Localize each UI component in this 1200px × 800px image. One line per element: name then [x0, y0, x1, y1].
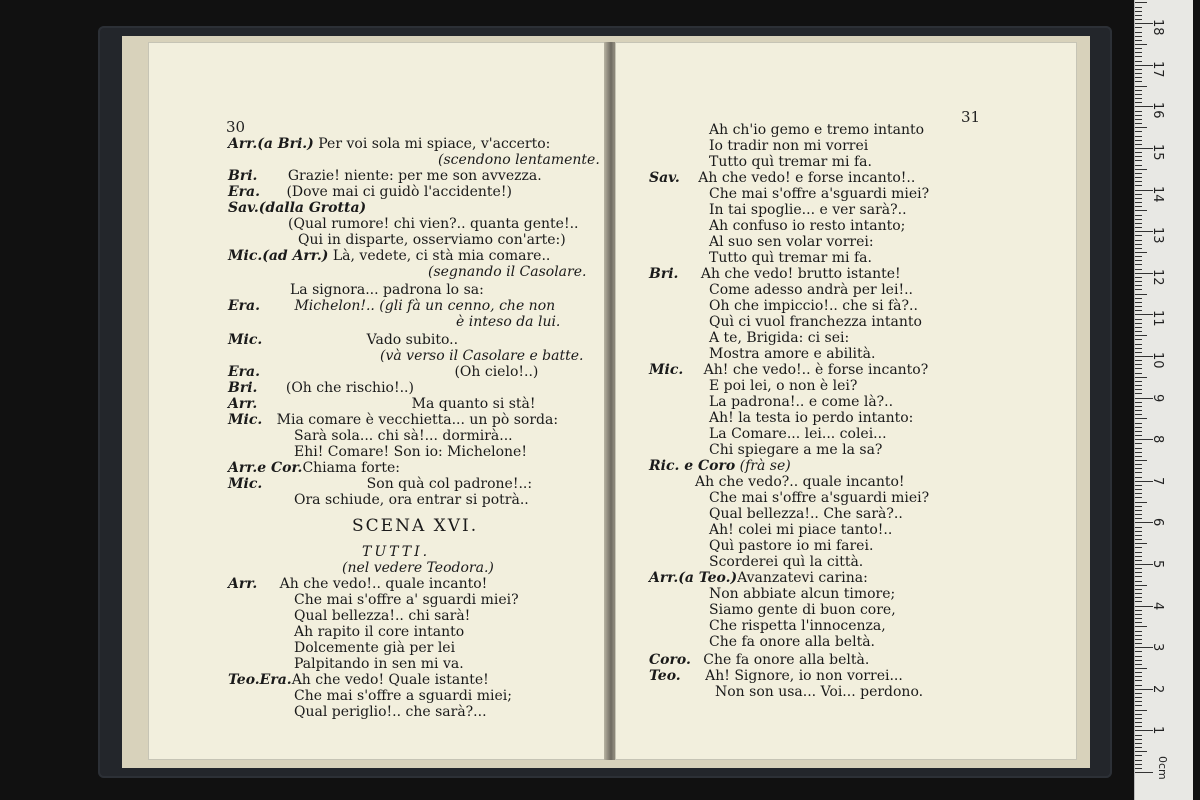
- ruler-tick: [1135, 227, 1142, 228]
- ruler-tick: [1135, 81, 1142, 82]
- ruler-tick: [1135, 119, 1142, 120]
- ruler-tick: [1135, 15, 1142, 16]
- text-line: In tai spoglie... e ver sarà?..: [709, 202, 907, 218]
- ruler-tick: [1135, 739, 1142, 740]
- ruler-number: 1: [1150, 726, 1165, 735]
- text-line: Sarà sola... chi sà!... dormirà...: [294, 428, 513, 444]
- ruler-number: 8: [1150, 435, 1165, 444]
- ruler-tick: [1135, 643, 1142, 644]
- text-line: Che mai s'offre a'sguardi miei?: [709, 186, 930, 202]
- text-line: Quì ci vuol franchezza intanto: [709, 314, 922, 330]
- ruler-tick: [1135, 622, 1142, 623]
- ruler-tick: [1135, 431, 1142, 432]
- text-line: Dolcemente già per lei: [294, 640, 456, 656]
- ruler-tick: [1135, 701, 1142, 702]
- ruler-tick: [1135, 86, 1147, 87]
- ruler-tick: [1135, 714, 1142, 715]
- ruler-tick: [1135, 310, 1142, 311]
- ruler-tick: [1135, 560, 1142, 561]
- ruler-tick: [1135, 177, 1142, 178]
- ruler-tick: [1135, 410, 1142, 411]
- stage-direction: (scendono lentamente.: [438, 152, 600, 168]
- ruler-tick: [1135, 760, 1142, 761]
- ruler-tick: [1135, 472, 1142, 473]
- ruler-tick: [1135, 514, 1142, 515]
- ruler-tick: [1135, 535, 1142, 536]
- stage-direction: (nel vedere Teodora.): [342, 560, 494, 576]
- text-line: (Qual rumore! chi vien?.. quanta gente!..: [288, 216, 579, 232]
- ruler-tick: [1135, 743, 1142, 744]
- ruler-tick: [1135, 173, 1142, 174]
- ruler-number: 3: [1150, 643, 1165, 652]
- ruler-tick: [1135, 44, 1147, 45]
- ruler-tick: [1135, 319, 1142, 320]
- ruler-tick: [1135, 7, 1142, 8]
- text-line: Ah rapito il core intanto: [294, 624, 465, 640]
- text-line: Non abbiate alcun timore;: [709, 586, 896, 602]
- ruler-tick: [1135, 497, 1142, 498]
- ruler-tick: [1135, 531, 1142, 532]
- ruler-tick: [1135, 156, 1142, 157]
- ruler-tick: [1135, 485, 1142, 486]
- ruler-number: 11: [1150, 310, 1165, 327]
- ruler-tick: [1135, 277, 1142, 278]
- ruler-tick: [1135, 40, 1142, 41]
- ruler-tick: [1135, 385, 1142, 386]
- text-line: Ah! la testa io perdo intanto:: [709, 410, 914, 426]
- ruler-tick: [1135, 589, 1142, 590]
- text-line: Teo. Ah! Signore, io non vorrei...: [649, 668, 903, 684]
- ruler-tick: [1135, 181, 1142, 182]
- text-line: Bri. (Oh che rischio!..): [228, 380, 414, 396]
- ruler-tick: [1135, 710, 1147, 711]
- ruler-tick: [1135, 456, 1142, 457]
- ruler-tick: [1135, 568, 1142, 569]
- ruler-tick: [1135, 527, 1142, 528]
- ruler-tick: [1135, 335, 1147, 336]
- ruler-number: 15: [1150, 144, 1165, 161]
- ruler-tick: [1135, 123, 1142, 124]
- ruler-tick: [1135, 685, 1142, 686]
- ruler-tick: [1135, 601, 1142, 602]
- ruler-tick: [1135, 373, 1142, 374]
- text-line: Mostra amore e abilità.: [709, 346, 876, 362]
- ruler-tick: [1135, 32, 1142, 33]
- text-line: Quì pastore io mi farei.: [709, 538, 874, 554]
- ruler-tick: [1135, 206, 1142, 207]
- ruler-tick: [1135, 169, 1147, 170]
- text-line: Bri. Grazie! niente: per me son avvezza.: [228, 168, 542, 184]
- text-line: Qui in disparte, osserviamo con'arte:): [298, 232, 566, 248]
- ruler-tick: [1135, 477, 1142, 478]
- ruler-tick: [1135, 768, 1142, 769]
- ruler-tick: [1135, 198, 1142, 199]
- ruler-tick: [1135, 240, 1142, 241]
- text-line: Che fa onore alla beltà.: [709, 634, 875, 650]
- text-line: Ah ch'io gemo e tremo intanto: [709, 122, 925, 138]
- text-line: Palpitando in sen mi va.: [294, 656, 464, 672]
- ruler-tick: [1135, 585, 1147, 586]
- text-line: Era. (Oh cielo!..): [228, 364, 539, 380]
- text-line: La padrona!.. e come là?..: [709, 394, 894, 410]
- text-line: La signora... padrona lo sa:: [290, 282, 484, 298]
- ruler-tick: [1135, 352, 1142, 353]
- ruler-tick: [1135, 726, 1142, 727]
- ruler-tick: [1135, 219, 1142, 220]
- ruler-tick: [1135, 693, 1142, 694]
- ruler-tick: [1135, 543, 1147, 544]
- text-line: Chi spiegare a me la sa?: [709, 442, 883, 458]
- ruler-tick: [1135, 94, 1142, 95]
- ruler-tick: [1135, 194, 1142, 195]
- ruler-tick: [1135, 547, 1142, 548]
- ruler-tick: [1135, 48, 1142, 49]
- text-line: Era. (Dove mai ci guidò l'accidente!): [228, 184, 512, 200]
- ruler-tick: [1135, 718, 1142, 719]
- text-line: Mic. Ah! che vedo!.. è forse incanto?: [649, 362, 929, 378]
- ruler-tick: [1135, 626, 1147, 627]
- ruler-tick: [1135, 448, 1142, 449]
- ruler-tick: [1135, 256, 1142, 257]
- ruler-tick: [1135, 331, 1142, 332]
- ruler-number: 4: [1150, 601, 1165, 610]
- ruler-tick: [1135, 73, 1142, 74]
- ruler-number: 14: [1150, 185, 1165, 203]
- text-line: Mic. Vado subito..: [228, 332, 459, 348]
- ruler-tick: [1135, 510, 1142, 511]
- ruler-number: 5: [1150, 560, 1165, 569]
- text-line: Ric. e Coro (frà se): [649, 458, 791, 474]
- ruler-tick: [1135, 556, 1142, 557]
- ruler-tick: [1135, 348, 1142, 349]
- ruler-tick: [1135, 680, 1142, 681]
- ruler-tick: [1135, 111, 1142, 112]
- ruler-tick: [1135, 302, 1142, 303]
- ruler-tick: [1135, 306, 1142, 307]
- ruler-tick: [1135, 635, 1142, 636]
- ruler-tick: [1135, 165, 1142, 166]
- ruler-tick: [1135, 160, 1142, 161]
- left-page: [148, 42, 609, 760]
- ruler-tick: [1135, 435, 1142, 436]
- ruler-tick: [1135, 722, 1142, 723]
- ruler-tick: [1135, 144, 1142, 145]
- text-line: Oh che impiccio!.. che si fà?..: [709, 298, 918, 314]
- ruler-tick: [1135, 2, 1147, 3]
- ruler-number: 12: [1150, 268, 1165, 286]
- ruler-tick: [1135, 202, 1142, 203]
- ruler-tick: [1135, 705, 1142, 706]
- text-line: Bri. Ah che vedo! brutto istante!: [649, 266, 901, 282]
- text-line: Mic. Son quà col padrone!..:: [228, 476, 533, 492]
- text-line: Come adesso andrà per lei!..: [709, 282, 913, 298]
- ruler-tick: [1135, 597, 1142, 598]
- text-line: Qual bellezza!.. chi sarà!: [294, 608, 471, 624]
- ruler-tick: [1135, 614, 1142, 615]
- text-line: E poi lei, o non è lei?: [709, 378, 858, 394]
- text-line: Ah! colei mi piace tanto!..: [709, 522, 893, 538]
- ruler-tick: [1135, 339, 1142, 340]
- ruler-tick: [1135, 131, 1142, 132]
- ruler-tick: [1135, 19, 1142, 20]
- ruler-tick: [1135, 393, 1142, 394]
- ruler-tick: [1135, 269, 1142, 270]
- ruler-tick: [1135, 751, 1147, 752]
- ruler-tick: [1135, 735, 1142, 736]
- ruler-number: 9: [1150, 393, 1165, 402]
- ruler-tick: [1135, 260, 1142, 261]
- text-line: Al suo sen volar vorrei:: [709, 234, 874, 250]
- ruler-tick: [1135, 402, 1142, 403]
- ruler-tick: [1135, 252, 1147, 253]
- ruler-tick: [1135, 36, 1142, 37]
- ruler-number: 17: [1150, 60, 1165, 78]
- ruler-tick: [1135, 285, 1142, 286]
- ruler-tick: [1135, 518, 1142, 519]
- text-line: Sav. Ah che vedo! e forse incanto!..: [649, 170, 916, 186]
- ruler-tick: [1135, 368, 1142, 369]
- ruler-tick: [1135, 755, 1142, 756]
- ruler-number: 10: [1150, 352, 1165, 369]
- text-line: Che rispetta l'innocenza,: [709, 618, 886, 634]
- text-line: Ah che vedo?.. quale incanto!: [695, 474, 905, 490]
- ruler-tick: [1135, 452, 1142, 453]
- ruler-tick: [1135, 264, 1142, 265]
- ruler-tick: [1135, 464, 1142, 465]
- ruler-tick: [1135, 414, 1142, 415]
- ruler-tick: [1135, 764, 1142, 765]
- ruler-tick: [1135, 281, 1142, 282]
- ruler-tick: [1135, 360, 1142, 361]
- ruler-tick: [1135, 377, 1147, 378]
- ruler-tick: [1135, 140, 1142, 141]
- ruler-tick: [1135, 215, 1142, 216]
- scene-cast: TUTTI.: [362, 544, 431, 560]
- ruler-tick: [1135, 772, 1153, 773]
- ruler-tick: [1135, 572, 1142, 573]
- ruler-tick: [1135, 115, 1142, 116]
- ruler-number: 7: [1150, 476, 1165, 486]
- text-line: Teo.Era.Ah che vedo! Quale istante!: [228, 672, 489, 688]
- text-line: Era. Michelon!.. (gli fà un cenno, che non: [228, 298, 556, 314]
- ruler-tick: [1135, 576, 1142, 577]
- ruler-tick: [1135, 136, 1142, 137]
- text-line: Che mai s'offre a sguardi miei;: [294, 688, 512, 704]
- ruler-tick: [1135, 152, 1142, 153]
- stage-direction: è inteso da lui.: [456, 314, 561, 330]
- text-line: Io tradir non mi vorrei: [709, 138, 869, 154]
- text-line: Arr.(a Teo.)Avanzatevi carina:: [649, 570, 868, 586]
- text-line: Sav.(dalla Grotta): [228, 200, 367, 216]
- ruler-number: 2: [1150, 684, 1165, 694]
- ruler-tick: [1135, 323, 1142, 324]
- ruler-tick: [1135, 52, 1142, 53]
- ruler-tick: [1135, 27, 1142, 28]
- ruler-tick: [1135, 327, 1142, 328]
- ruler-tick: [1135, 468, 1142, 469]
- ruler-tick: [1135, 223, 1142, 224]
- ruler-tick: [1135, 539, 1142, 540]
- measurement-ruler: [1134, 0, 1193, 800]
- text-line: Ehi! Comare! Son io: Michelone!: [294, 444, 527, 460]
- ruler-tick: [1135, 747, 1142, 748]
- text-line: Arr.(a Bri.) Per voi sola mi spiace, v'accerto:: [228, 136, 551, 152]
- text-line: Che mai s'offre a' sguardi miei?: [294, 592, 519, 608]
- ruler-tick: [1135, 185, 1142, 186]
- ruler-tick: [1135, 656, 1142, 657]
- ruler-tick: [1135, 90, 1142, 91]
- text-line: Tutto quì tremar mi fa.: [709, 154, 872, 170]
- ruler-number: 18: [1150, 19, 1165, 36]
- text-line: Mic.(ad Arr.) Là, vedete, ci stà mia comare..: [228, 248, 551, 264]
- ruler-tick: [1135, 389, 1142, 390]
- ruler-number: 13: [1150, 227, 1165, 244]
- text-line: Ora schiude, ora entrar si potrà..: [294, 492, 529, 508]
- ruler-tick: [1135, 502, 1147, 503]
- ruler-number: 16: [1150, 102, 1165, 119]
- text-line: Ah confuso io resto intanto;: [709, 218, 906, 234]
- ruler-unit-label: 0cm: [1156, 756, 1169, 780]
- ruler-tick: [1135, 98, 1142, 99]
- text-line: La Comare... lei... colei...: [709, 426, 887, 442]
- ruler-tick: [1135, 248, 1142, 249]
- ruler-tick: [1135, 493, 1142, 494]
- ruler-tick: [1135, 668, 1147, 669]
- page-number: 30: [226, 118, 246, 136]
- scene-heading: SCENA XVI.: [352, 516, 479, 536]
- ruler-tick: [1135, 664, 1142, 665]
- ruler-tick: [1135, 210, 1147, 211]
- ruler-tick: [1135, 610, 1142, 611]
- ruler-tick: [1135, 460, 1147, 461]
- text-line: Che mai s'offre a'sguardi miei?: [709, 490, 930, 506]
- ruler-tick: [1135, 11, 1142, 12]
- page-number: 31: [961, 108, 981, 126]
- text-line: Coro. Che fa onore alla beltà.: [649, 652, 870, 668]
- ruler-tick: [1135, 127, 1147, 128]
- ruler-tick: [1135, 69, 1142, 70]
- ruler-tick: [1135, 651, 1142, 652]
- text-line: Mic. Mia comare è vecchietta... un pò sorda:: [228, 412, 559, 428]
- ruler-tick: [1135, 364, 1142, 365]
- ruler-tick: [1135, 56, 1142, 57]
- ruler-tick: [1135, 294, 1147, 295]
- ruler-tick: [1135, 672, 1142, 673]
- ruler-tick: [1135, 581, 1142, 582]
- ruler-tick: [1135, 423, 1142, 424]
- text-line: Scorderei quì la città.: [709, 554, 864, 570]
- ruler-tick: [1135, 381, 1142, 382]
- ruler-tick: [1135, 427, 1142, 428]
- ruler-tick: [1135, 443, 1142, 444]
- text-line: Arr. Ah che vedo!.. quale incanto!: [228, 576, 488, 592]
- ruler-tick: [1135, 406, 1142, 407]
- right-page: [614, 42, 1077, 760]
- ruler-tick: [1135, 344, 1142, 345]
- stage-direction: (và verso il Casolare e batte.: [380, 348, 584, 364]
- ruler-tick: [1135, 676, 1142, 677]
- ruler-tick: [1135, 235, 1142, 236]
- text-line: Qual bellezza!.. Che sarà?..: [709, 506, 903, 522]
- text-line: Arr. Ma quanto si stà!: [228, 396, 536, 412]
- ruler-tick: [1135, 77, 1142, 78]
- ruler-tick: [1135, 631, 1142, 632]
- ruler-tick: [1135, 418, 1147, 419]
- text-line: A te, Brigida: ci sei:: [709, 330, 850, 346]
- text-line: Non son usa... Voi... perdono.: [715, 684, 924, 700]
- text-line: Qual periglio!.. che sarà?...: [294, 704, 487, 720]
- ruler-tick: [1135, 61, 1142, 62]
- ruler-tick: [1135, 298, 1142, 299]
- text-line: Tutto quì tremar mi fa.: [709, 250, 872, 266]
- ruler-tick: [1135, 244, 1142, 245]
- ruler-tick: [1135, 102, 1142, 103]
- ruler-tick: [1135, 593, 1142, 594]
- ruler-tick: [1135, 552, 1142, 553]
- ruler-tick: [1135, 660, 1142, 661]
- ruler-tick: [1135, 618, 1142, 619]
- stage-direction: (segnando il Casolare.: [428, 264, 587, 280]
- ruler-tick: [1135, 639, 1142, 640]
- ruler-tick: [1135, 289, 1142, 290]
- ruler-tick: [1135, 697, 1142, 698]
- text-line: Siamo gente di buon core,: [709, 602, 896, 618]
- ruler-tick: [1135, 489, 1142, 490]
- text-line: Arr.e Cor.Chiama forte:: [228, 460, 400, 476]
- ruler-tick: [1135, 506, 1142, 507]
- ruler-number: 6: [1150, 518, 1165, 527]
